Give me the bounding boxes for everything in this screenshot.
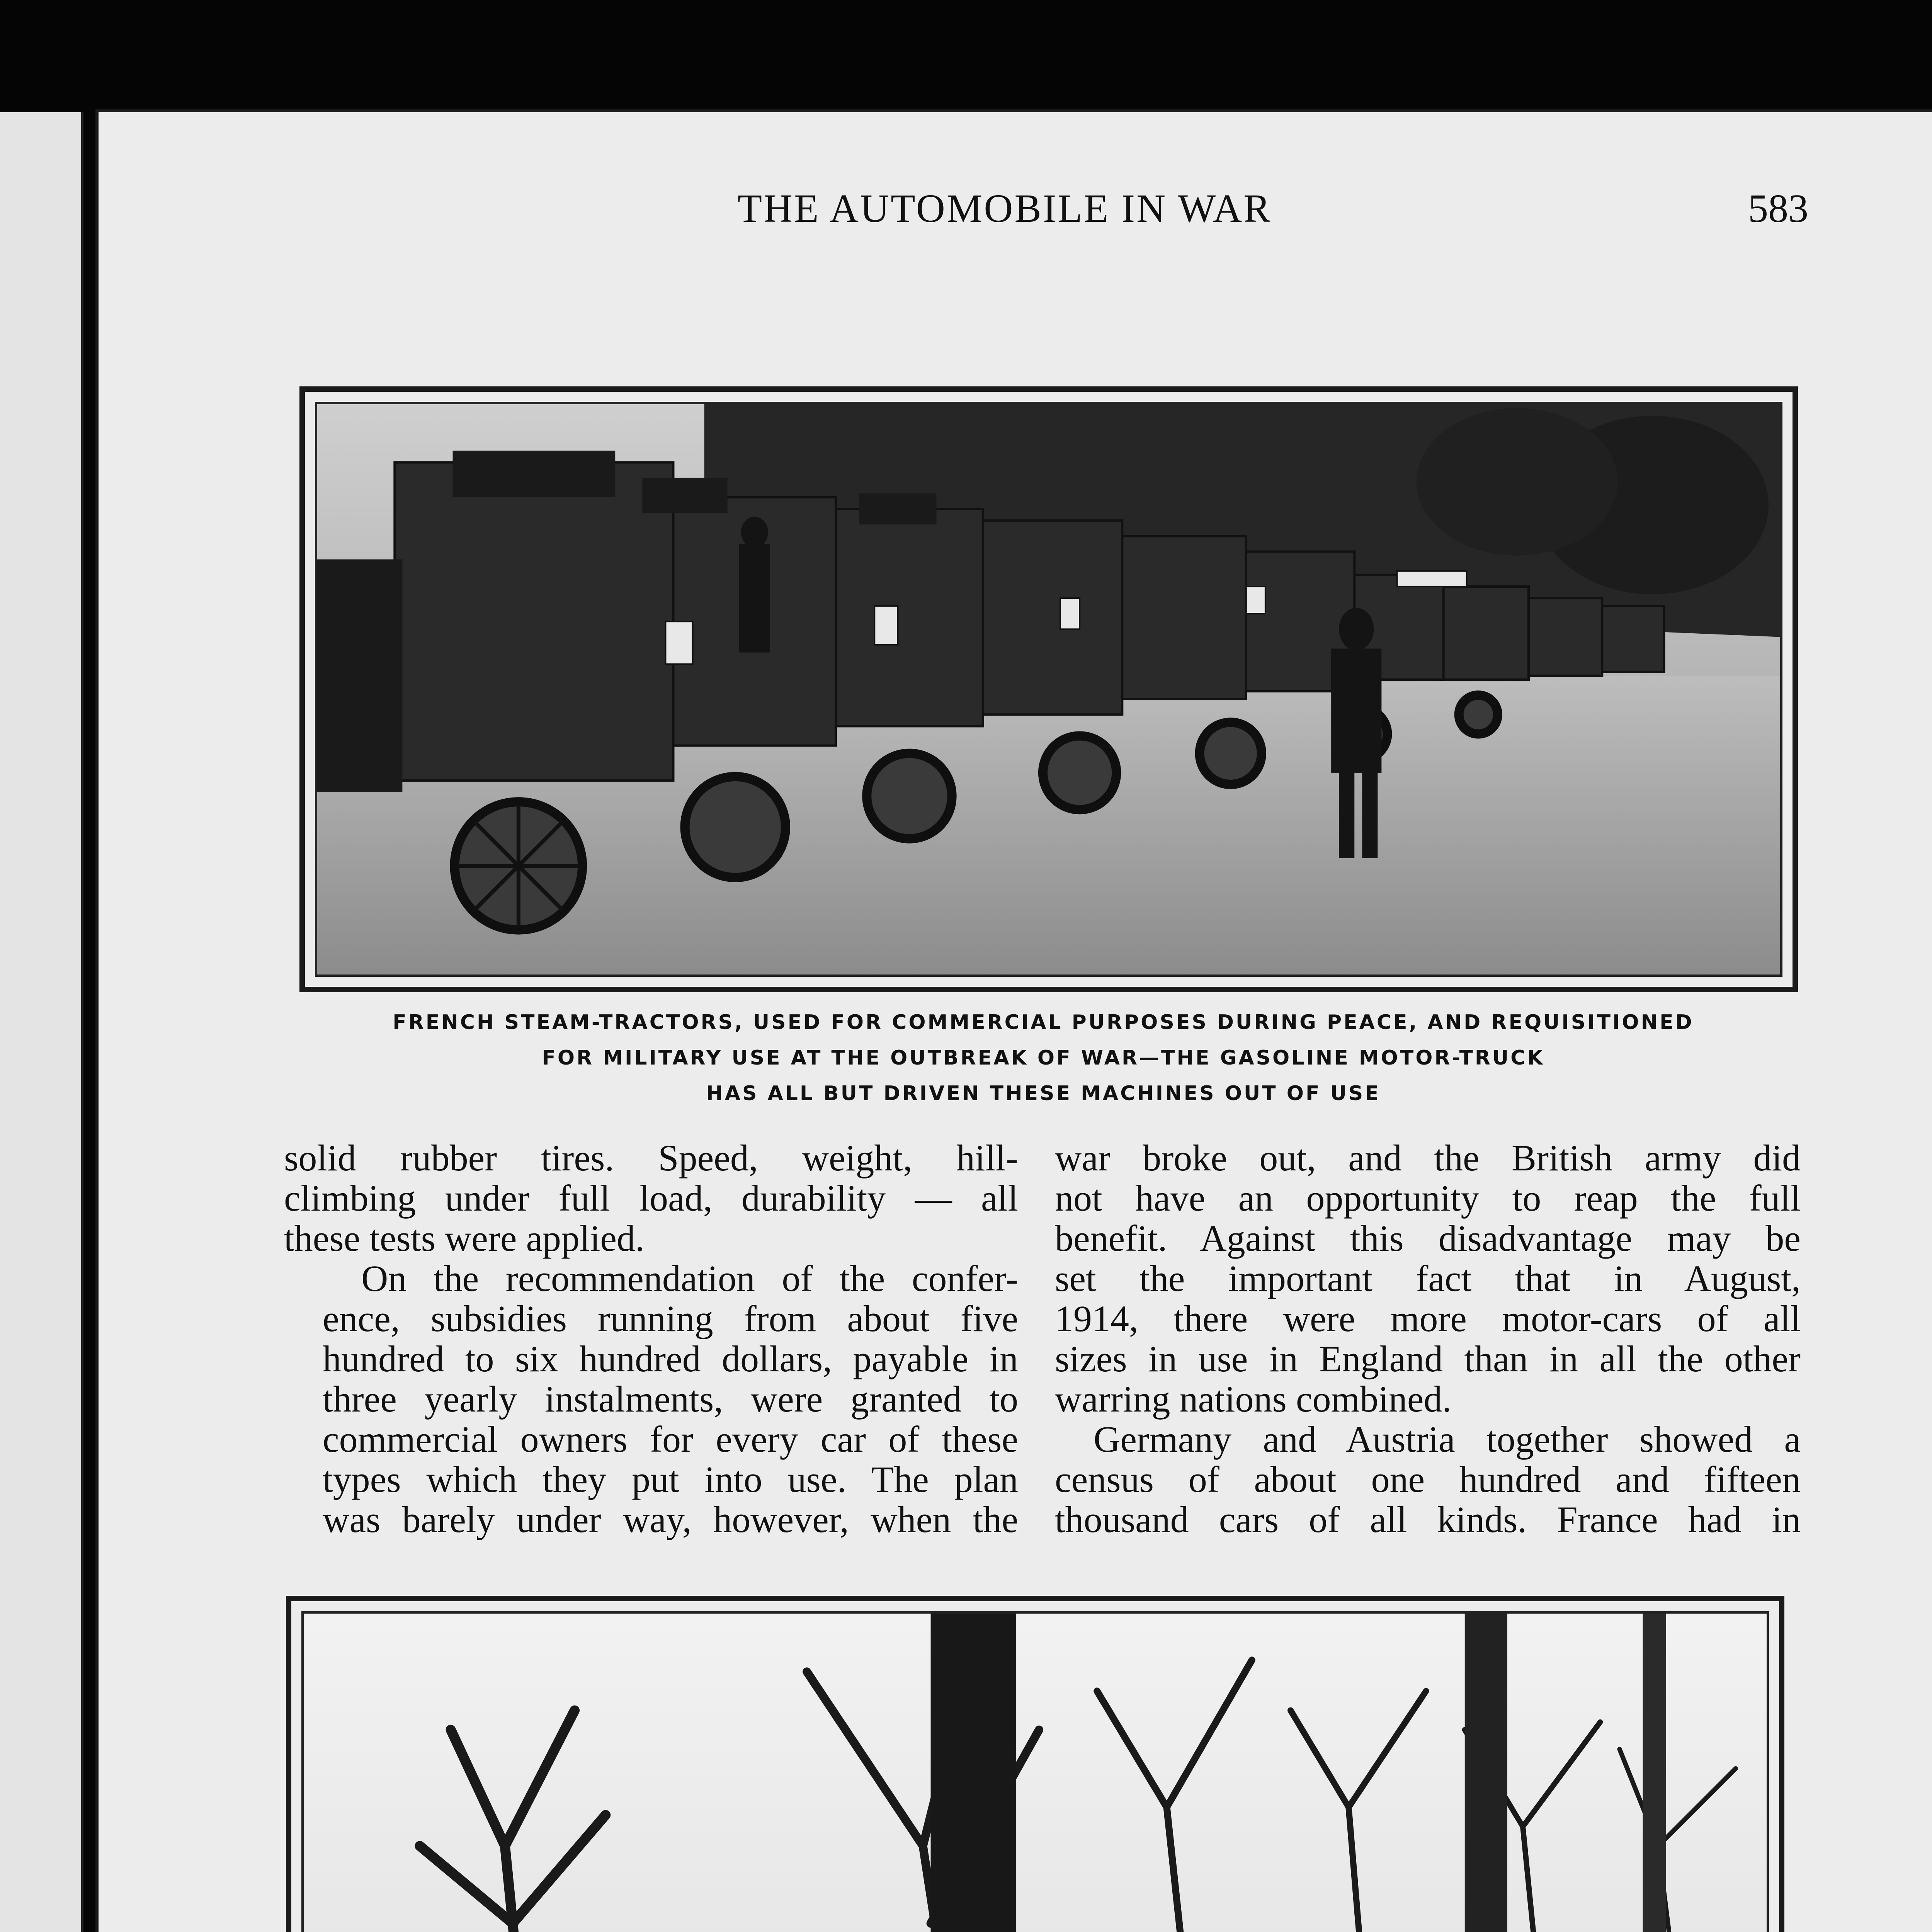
text-line: war broke out, and the British army did: [1055, 1137, 1801, 1179]
text-line: On the recommendation of the confer-: [361, 1258, 1018, 1299]
text-line: these tests were applied.: [284, 1218, 645, 1259]
caption-line: FRENCH STEAM-TRACTORS, USED FOR COMMERCIAL PURPOSES DURING PEACE, AND REQUISITIONED: [393, 1011, 1694, 1034]
paragraph: [1055, 1138, 1801, 1419]
text-line: 1914, there were more motor-cars of all: [1055, 1298, 1801, 1339]
steam-tractors-photo: [299, 386, 1798, 992]
paragraph: [284, 1138, 1018, 1259]
text-line: ence, subsidies running from about five: [323, 1298, 1018, 1339]
adjacent-page-edge: [0, 112, 83, 1932]
text-line: warring nations combined.: [1055, 1378, 1452, 1420]
supply-train-photo: [286, 1596, 1784, 1932]
text-line: climbing under full load, durability — all: [284, 1177, 1018, 1219]
text-line: was barely under way, however, when the: [323, 1499, 1018, 1540]
page-number: 583: [1748, 186, 1808, 231]
paragraph: [284, 1259, 1018, 1540]
steam-tractors-photo-image: [315, 402, 1782, 977]
text-line: Germany and Austria together showed a: [1094, 1418, 1801, 1460]
caption-line: FOR MILITARY USE AT THE OUTBREAK OF WAR—THE GASOLINE MOTOR-TRUCK: [542, 1046, 1545, 1070]
text-line: hundred to six hundred dollars, payable in: [323, 1338, 1018, 1379]
text-line: sizes in use in England than in all the other: [1055, 1338, 1801, 1379]
supply-train-photo-image: [301, 1611, 1769, 1932]
text-line: census of about one hundred and fifteen: [1055, 1459, 1801, 1500]
text-line: set the important fact that in August,: [1055, 1258, 1801, 1299]
text-line: solid rubber tires. Speed, weight, hill-: [284, 1137, 1018, 1179]
left-text-column: [284, 1138, 1018, 1540]
text-line: thousand cars of all kinds. France had in: [1055, 1499, 1801, 1540]
text-line: three yearly instalments, were granted to: [323, 1378, 1018, 1420]
paragraph: [1055, 1419, 1801, 1540]
text-line: not have an opportunity to reap the full: [1055, 1177, 1801, 1219]
text-line: commercial owners for every car of these: [323, 1418, 1018, 1460]
running-head-title: THE AUTOMOBILE IN WAR: [737, 186, 1272, 231]
right-text-column: [1055, 1138, 1801, 1540]
steam-tractors-caption: [299, 1005, 1787, 1111]
caption-line: HAS ALL BUT DRIVEN THESE MACHINES OUT OF USE: [706, 1082, 1381, 1105]
text-line: types which they put into use. The plan: [323, 1459, 1018, 1500]
text-line: benefit. Against this disadvantage may be: [1055, 1218, 1801, 1259]
